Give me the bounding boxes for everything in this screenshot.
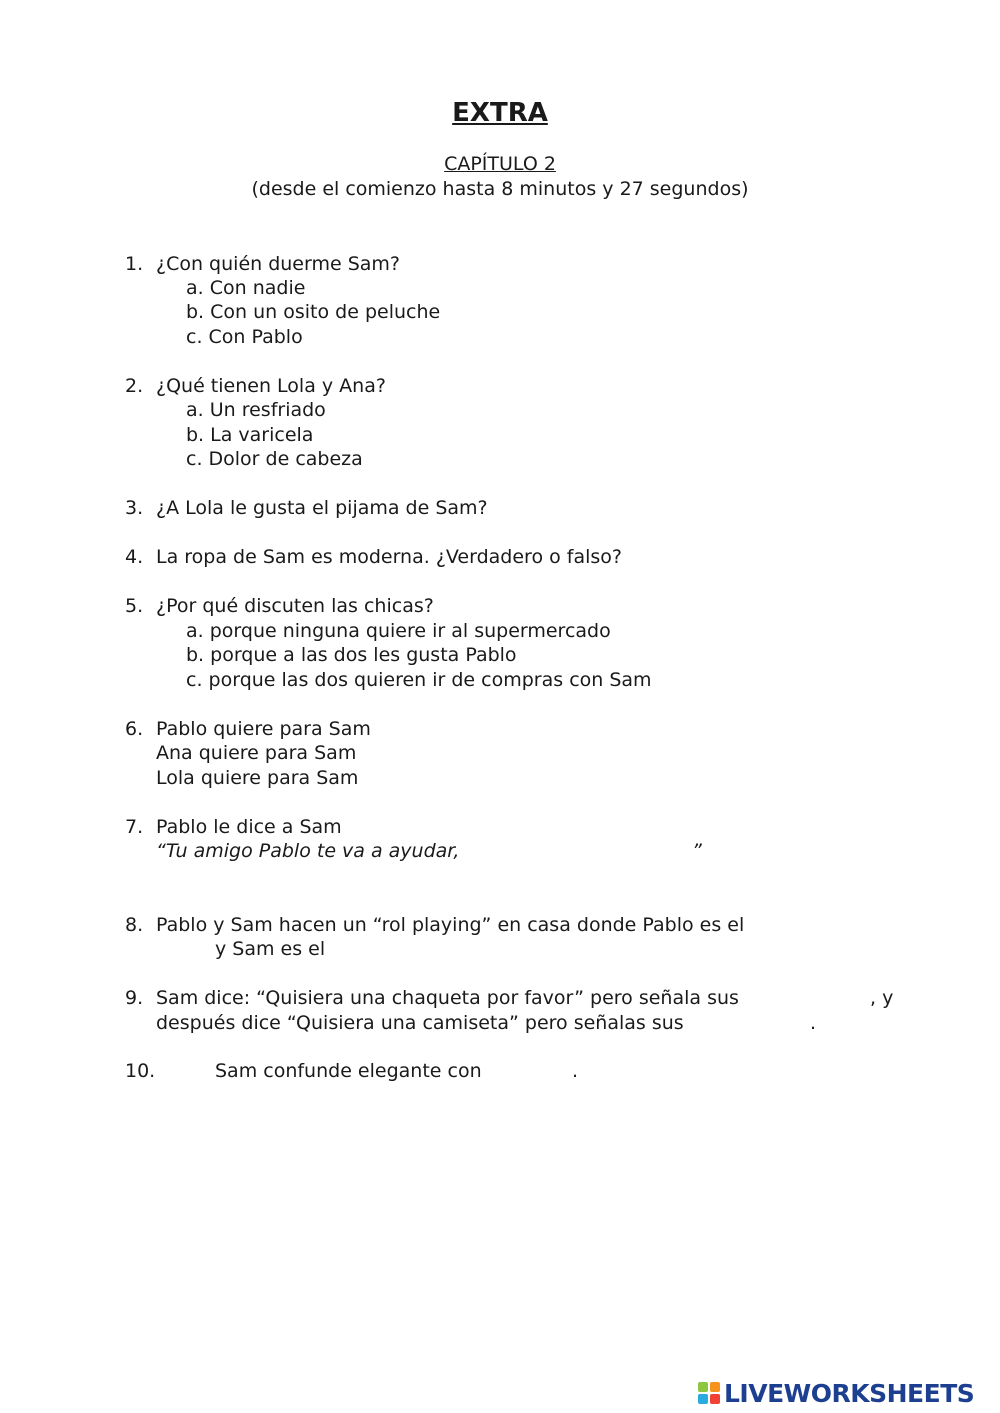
question-number: 6. xyxy=(125,718,144,740)
option-c[interactable]: c. Con Pablo xyxy=(186,326,303,348)
question-text: ¿Con quién duerme Sam? xyxy=(156,253,401,275)
question-line-2: después dice “Quisiera una camiseta” pero señalas sus xyxy=(156,1012,684,1034)
question-number: 7. xyxy=(125,816,144,838)
logo-square xyxy=(698,1394,708,1404)
question-text: Sam confunde elegante con xyxy=(215,1060,482,1082)
logo-icon xyxy=(698,1382,720,1404)
question-end: . xyxy=(572,1060,579,1082)
question-number: 9. xyxy=(125,987,144,1009)
question-number: 4. xyxy=(125,546,144,568)
option-b[interactable]: b. porque a las dos les gusta Pablo xyxy=(186,644,517,666)
option-a[interactable]: a. Con nadie xyxy=(186,277,306,299)
chapter-heading: CAPÍTULO 2 xyxy=(444,153,556,175)
chapter-range: (desde el comienzo hasta 8 minutos y 27 segundos) xyxy=(251,178,749,200)
question-number: 10. xyxy=(125,1060,156,1082)
logo-square xyxy=(710,1382,720,1392)
question-line-1: Pablo y Sam hacen un “rol playing” en casa donde Pablo es el xyxy=(156,914,745,936)
quote-end: ” xyxy=(692,840,702,862)
question-line-2: Ana quiere para Sam xyxy=(156,742,357,764)
question-line-3: Lola quiere para Sam xyxy=(156,767,359,789)
logo-square xyxy=(710,1394,720,1404)
question-line-2: y Sam es el xyxy=(215,938,326,960)
question-text: ¿Por qué discuten las chicas? xyxy=(156,595,434,617)
option-b[interactable]: b. Con un osito de peluche xyxy=(186,301,441,323)
page-title: EXTRA xyxy=(452,98,548,128)
option-b[interactable]: b. La varicela xyxy=(186,424,314,446)
liveworksheets-logo xyxy=(698,1378,974,1408)
option-c[interactable]: c. Dolor de cabeza xyxy=(186,448,363,470)
question-text: Pablo le dice a Sam xyxy=(156,816,342,838)
question-line-1-end: , y xyxy=(870,987,894,1009)
question-number: 3. xyxy=(125,497,144,519)
question-number: 5. xyxy=(125,595,144,617)
question-line-1: Sam dice: “Quisiera una chaqueta por favor” pero señala sus xyxy=(156,987,739,1009)
option-a[interactable]: a. porque ninguna quiere ir al supermercado xyxy=(186,620,611,642)
logo-text: LIVEWORKSHEETS xyxy=(724,1378,975,1408)
question-number: 8. xyxy=(125,914,144,936)
quote-start: “Tu amigo Pablo te va a ayudar, xyxy=(156,840,460,862)
question-number: 1. xyxy=(125,253,144,275)
option-a[interactable]: a. Un resfriado xyxy=(186,399,326,421)
question-number: 2. xyxy=(125,375,144,397)
question-text: ¿Qué tienen Lola y Ana? xyxy=(156,375,386,397)
question-line-2-end: . xyxy=(810,1012,817,1034)
question-line-1: Pablo quiere para Sam xyxy=(156,718,371,740)
option-c[interactable]: c. porque las dos quieren ir de compras con Sam xyxy=(186,669,652,691)
question-text: ¿A Lola le gusta el pijama de Sam? xyxy=(156,497,488,519)
logo-square xyxy=(698,1382,708,1392)
question-text: La ropa de Sam es moderna. ¿Verdadero o falso? xyxy=(156,546,622,568)
